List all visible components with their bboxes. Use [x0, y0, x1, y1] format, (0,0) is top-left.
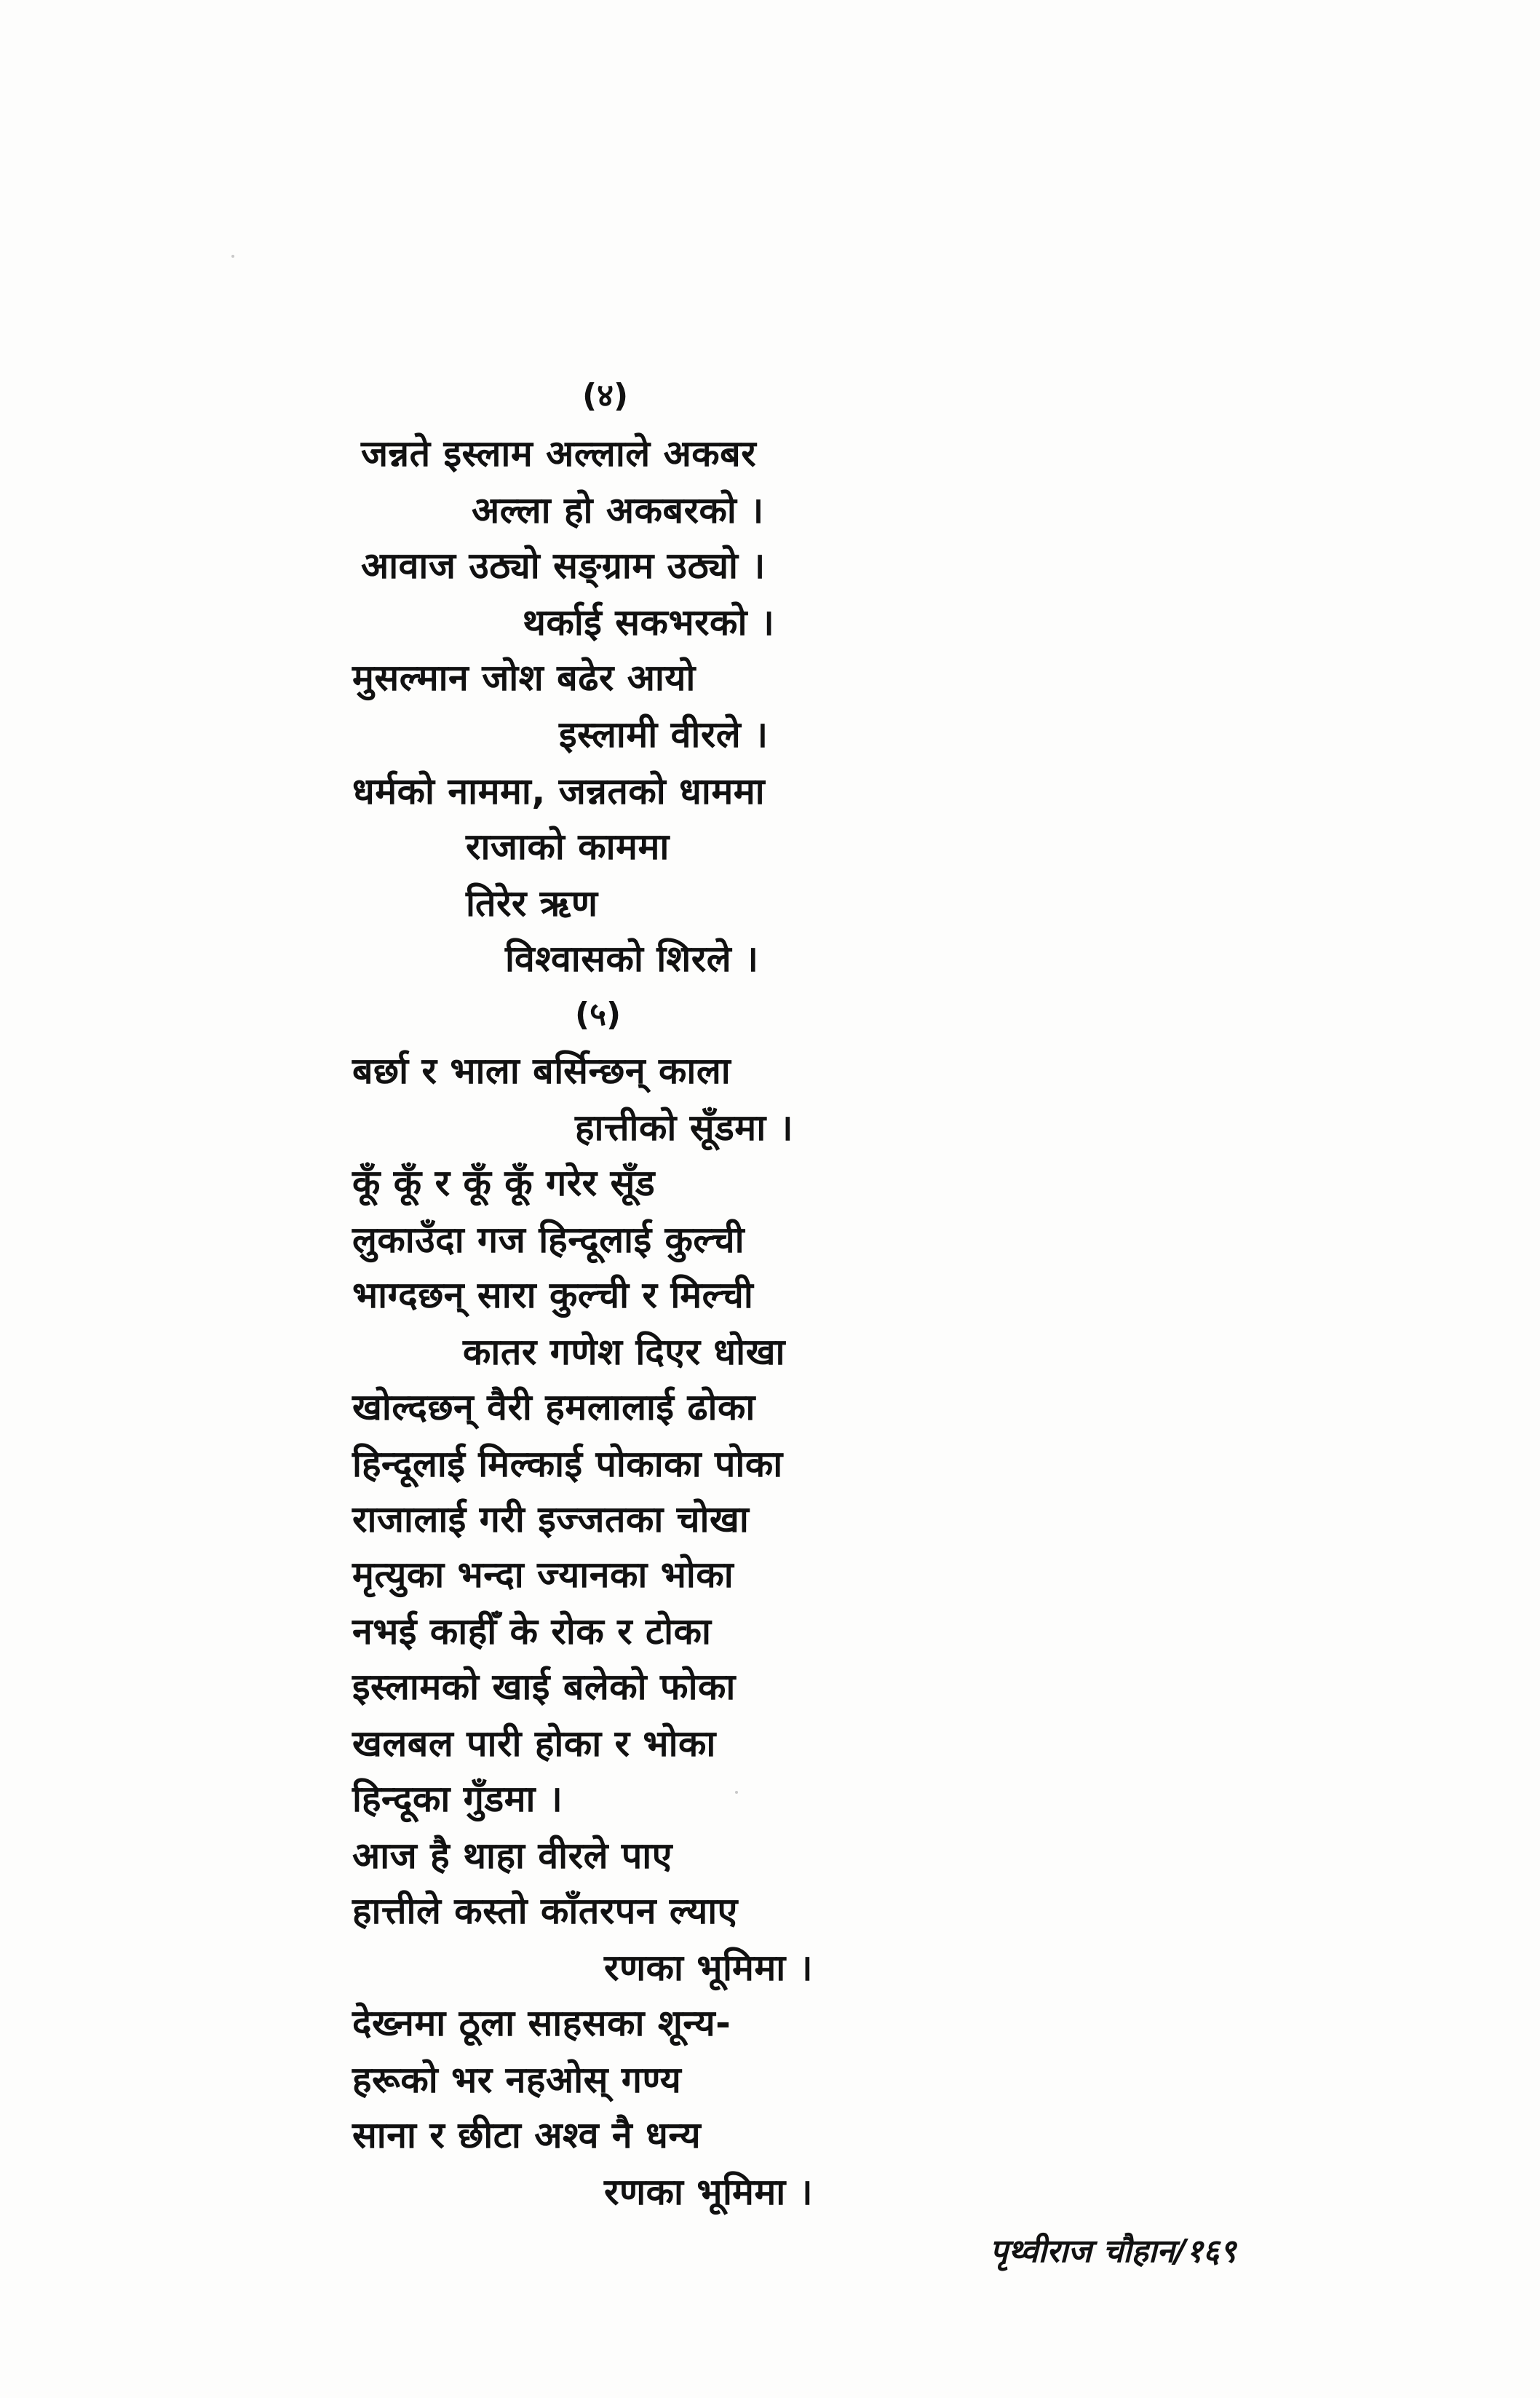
stanza-5-line-8: हिन्दूलाई मिल्काई पोकाका पोका: [352, 1443, 783, 1485]
page-footer: पृथ्वीराज चौहान/१६९: [990, 2233, 1237, 2270]
stanza-5-line-20: साना र छीटा अश्व नै धन्य: [352, 2114, 702, 2156]
stanza-5-line-9: राजालाई गरी इज्जतका चोखा: [352, 1498, 750, 1540]
stanza-5-line-17: रणका भूमिमा ।: [604, 1947, 814, 1989]
stanza-5-line-10: मृत्युका भन्दा ज्यानका भोका: [352, 1554, 734, 1596]
stanza-4-line-7: धर्मको नाममा, जन्नतको धाममा: [352, 770, 766, 812]
stanza-5-line-4: लुकाउँदा गज हिन्दूलाई कुल्ची: [352, 1219, 745, 1261]
stanza-5-line-13: खलबल पारी होका र भोका: [352, 1722, 716, 1765]
stanza-4-line-10: विश्वासको शिरले ।: [505, 938, 759, 980]
stanza-5-line-7: खोल्दछन् वैरी हमलालाई ढोका: [352, 1386, 755, 1428]
stanza-4-number: (४): [582, 377, 629, 414]
stanza-5-line-21: रणका भूमिमा ।: [604, 2171, 814, 2213]
stanza-5-line-14: हिन्दूका गुँडमा ।: [352, 1778, 563, 1820]
stanza-5-line-1: बर्छा र भाला बर्सिन्छन् काला: [352, 1050, 731, 1092]
stanza-4-line-6: इस्लामी वीरले ।: [559, 713, 769, 756]
stanza-4-line-8: राजाको काममा: [466, 826, 670, 868]
stanza-4-line-9: तिरेर ऋण: [466, 882, 598, 925]
stanza-5-line-15: आज है थाहा वीरले पाए: [352, 1835, 672, 1877]
stanza-5-line-2: हात्तीको सूँडमा ।: [575, 1107, 794, 1149]
stanza-4-line-5: मुसल्मान जोश बढेर आयो: [352, 657, 696, 699]
stanza-5-line-18: देख्नमा ठूला साहसका शून्य-: [352, 2002, 731, 2044]
stanza-4-line-2: अल्ला हो अकबरको ।: [472, 489, 764, 531]
stanza-4-line-1: जन्नते इस्लाम अल्लाले अकबर: [361, 432, 757, 475]
stanza-4-line-4: थर्काई सकभरको ।: [523, 601, 775, 644]
stanza-5-line-5: भाग्दछन् सारा कुल्ची र मिल्ची: [352, 1274, 754, 1316]
stanza-5-line-6: कातर गणेश दिएर धोखा: [463, 1331, 785, 1373]
stanza-5-number: (५): [575, 996, 622, 1033]
stanza-5-line-3: कूँ कूँ र कूँ कूँ गरेर सूँड: [352, 1162, 656, 1204]
stanza-5-line-12: इस्लामको खाई बलेको फोका: [352, 1666, 736, 1708]
stanza-4-line-3: आवाज उठ्यो सङ्ग्राम उठ्यो ।: [361, 545, 766, 587]
scan-speck: [735, 1791, 738, 1794]
stanza-5-line-11: नभई काहीँ के रोक र टोका: [352, 1610, 712, 1653]
stanza-5-line-19: हरूको भर नहओस् गण्य: [352, 2059, 682, 2101]
stanza-5-line-16: हात्तीले कस्तो काँतरपन ल्याए: [352, 1890, 738, 1932]
scan-speck: [231, 255, 234, 258]
